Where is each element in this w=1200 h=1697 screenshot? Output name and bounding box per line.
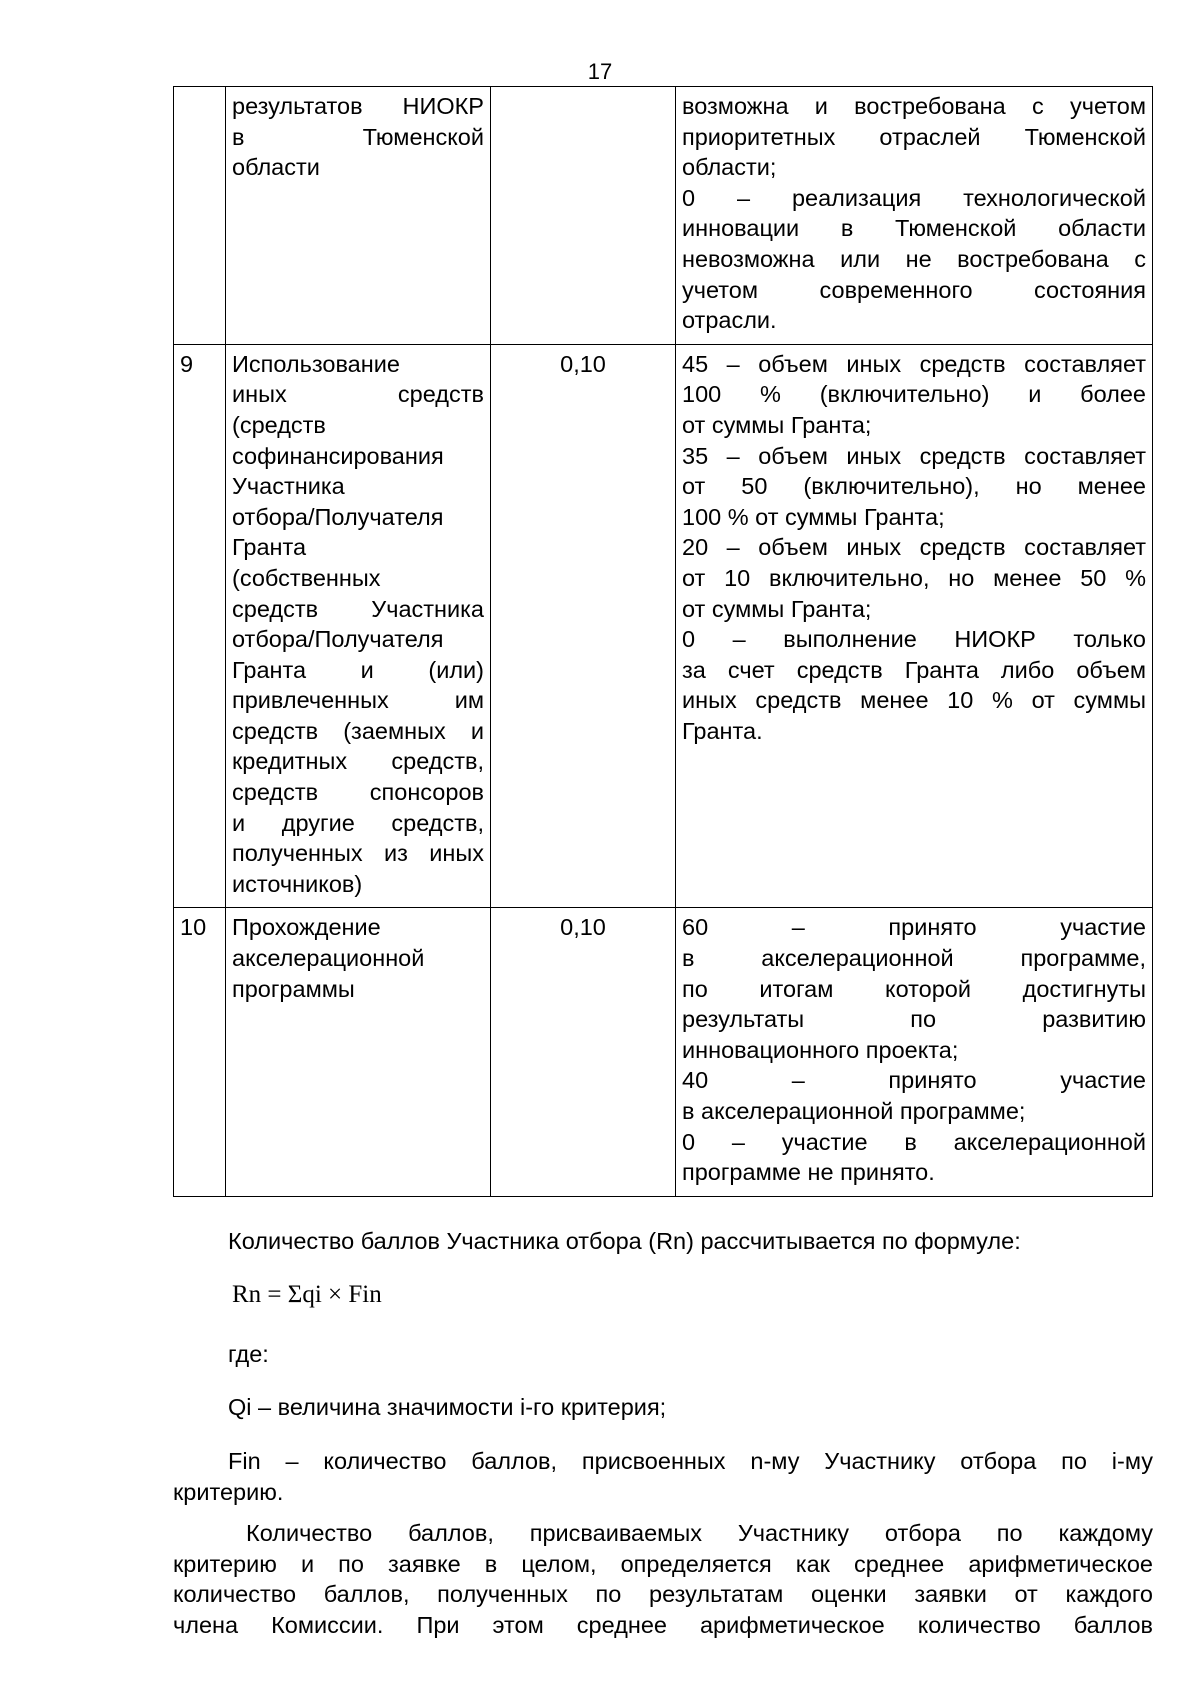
paragraph-line: Количество баллов, присваиваемых Участнику отбора по каждому (246, 1520, 1153, 1546)
criterion-scoring-line: 100 % (включительно) и более (682, 381, 1146, 408)
criterion-scoring-line: невозможна или не востребована с (682, 245, 1146, 272)
criterion-name-line: средств Участника (232, 595, 484, 622)
criterion-name-line: (средств (232, 411, 326, 438)
criterion-scoring-line: 0 – выполнение НИОКР только (682, 626, 1146, 653)
criterion-name-line: софинансирования (232, 442, 444, 469)
criterion-name-line: акселерационной (232, 945, 425, 972)
criteria-table-body (174, 87, 1153, 1197)
criterion-weight: 0,10 (491, 344, 676, 908)
criterion-scoring-line: области; (682, 154, 777, 181)
criterion-number (174, 87, 226, 345)
criterion-scoring-line: в акселерационной программе; (682, 1098, 1026, 1124)
criterion-scoring-line: 20 – объем иных средств составляет (682, 534, 1146, 561)
criterion-name-line: результатов НИОКР (232, 93, 484, 119)
criterion-name-line: в Тюменской (232, 123, 484, 150)
fin-definition-line: критерию. (173, 1478, 284, 1505)
criterion-scoring-line: 0 – реализация технологической (682, 184, 1146, 211)
criterion-scoring-line: программе не принято. (682, 1159, 935, 1186)
criterion-name-line: отбора/Получателя (232, 626, 444, 653)
criterion-number: 10 (174, 908, 226, 1196)
criterion-weight (491, 87, 676, 345)
paragraph-line: количество баллов, полученных по результатам оценки заявки от каждого (173, 1581, 1153, 1608)
criterion-scoring-line: приоритетных отраслей Тюменской (682, 123, 1146, 150)
criterion-name-line: Гранта и (или) (232, 656, 484, 683)
fin-definition-line: Fin – количество баллов, присвоенных n-му Участнику отбора по i-му (228, 1448, 1153, 1474)
criterion-scoring-line: от суммы Гранта; (682, 595, 872, 622)
criterion-scoring-line: иных средств менее 10 % от суммы (682, 687, 1146, 714)
criterion-name-line: иных средств (232, 381, 484, 408)
formula-intro: Количество баллов Участника отбора (Rn) рассчитывается по формуле: (228, 1228, 1021, 1254)
criterion-scoring-line: 60 – принято участие (682, 914, 1146, 941)
criterion-name-line: средств спонсоров (232, 779, 484, 806)
criterion-weight: 0,10 (491, 908, 676, 1196)
table-row (174, 344, 1153, 908)
criterion-name-line: Участника (232, 473, 345, 500)
criterion-name-line: Гранта (232, 534, 307, 561)
criterion-name-line: Использование (232, 350, 400, 377)
criterion-name-line: источников) (232, 870, 363, 897)
criterion-scoring (676, 908, 1153, 1196)
paragraph-line: критерию и по заявке в целом, определяется как среднее арифметическое (173, 1550, 1153, 1577)
paragraph-line: члена Комиссии. При этом среднее арифметическое количество баллов (173, 1611, 1153, 1638)
criterion-name (226, 908, 491, 1196)
criterion-name-line: отбора/Получателя (232, 503, 444, 530)
table-row (174, 87, 1153, 345)
criteria-table (173, 86, 1153, 1197)
criterion-scoring (676, 344, 1153, 908)
criterion-number: 9 (174, 344, 226, 908)
where-label: где: (228, 1341, 269, 1367)
criterion-name-line: (собственных (232, 564, 381, 591)
criterion-scoring-line: Гранта. (682, 717, 763, 744)
criterion-scoring-line: в акселерационной программе, (682, 945, 1146, 972)
criterion-scoring (676, 87, 1153, 345)
criterion-scoring-line: 40 – принято участие (682, 1067, 1146, 1094)
criterion-scoring-line: 0 – участие в акселерационной (682, 1128, 1146, 1155)
criterion-name-line: программы (232, 975, 355, 1002)
criterion-scoring-line: 35 – объем иных средств составляет (682, 442, 1146, 469)
page-number: 17 (587, 59, 613, 84)
qi-definition: Qi – величина значимости i-го критерия; (228, 1394, 667, 1420)
criterion-scoring-line: от 10 включительно, но менее 50 % (682, 564, 1146, 591)
criterion-name-line: области (232, 154, 320, 181)
criterion-scoring-line: учетом современного состояния (682, 276, 1146, 303)
table-row (174, 908, 1153, 1196)
criterion-name (226, 344, 491, 908)
criterion-scoring-line: результаты по развитию (682, 1006, 1146, 1033)
fin-definition (173, 1446, 1153, 1507)
criterion-name-line: полученных из иных (232, 840, 484, 867)
criterion-name-line: и другие средств, (232, 809, 484, 836)
criterion-name (226, 87, 491, 345)
criterion-scoring-line: возможна и востребована с учетом (682, 93, 1146, 119)
criterion-name-line: привлеченных им (232, 687, 484, 714)
criterion-name-line: средств (заемных и (232, 717, 484, 744)
criterion-scoring-line: по итогам которой достигнуты (682, 975, 1146, 1002)
criterion-scoring-line: инновации в Тюменской области (682, 215, 1146, 242)
criterion-scoring-line: за счет средств Гранта либо объем (682, 656, 1146, 683)
criterion-scoring-line: от 50 (включительно), но менее (682, 473, 1146, 500)
formula: Rn = Σqi × Fin (232, 1281, 382, 1308)
scoring-paragraph (173, 1518, 1153, 1640)
criterion-scoring-line: 100 % от суммы Гранта; (682, 503, 945, 530)
criterion-name-line: кредитных средств, (232, 748, 484, 775)
criterion-name-line: Прохождение (232, 914, 381, 941)
criterion-scoring-line: 45 – объем иных средств составляет (682, 350, 1146, 377)
criterion-scoring-line: отрасли. (682, 307, 777, 334)
criterion-scoring-line: инновационного проекта; (682, 1036, 959, 1063)
criterion-scoring-line: от суммы Гранта; (682, 411, 872, 438)
